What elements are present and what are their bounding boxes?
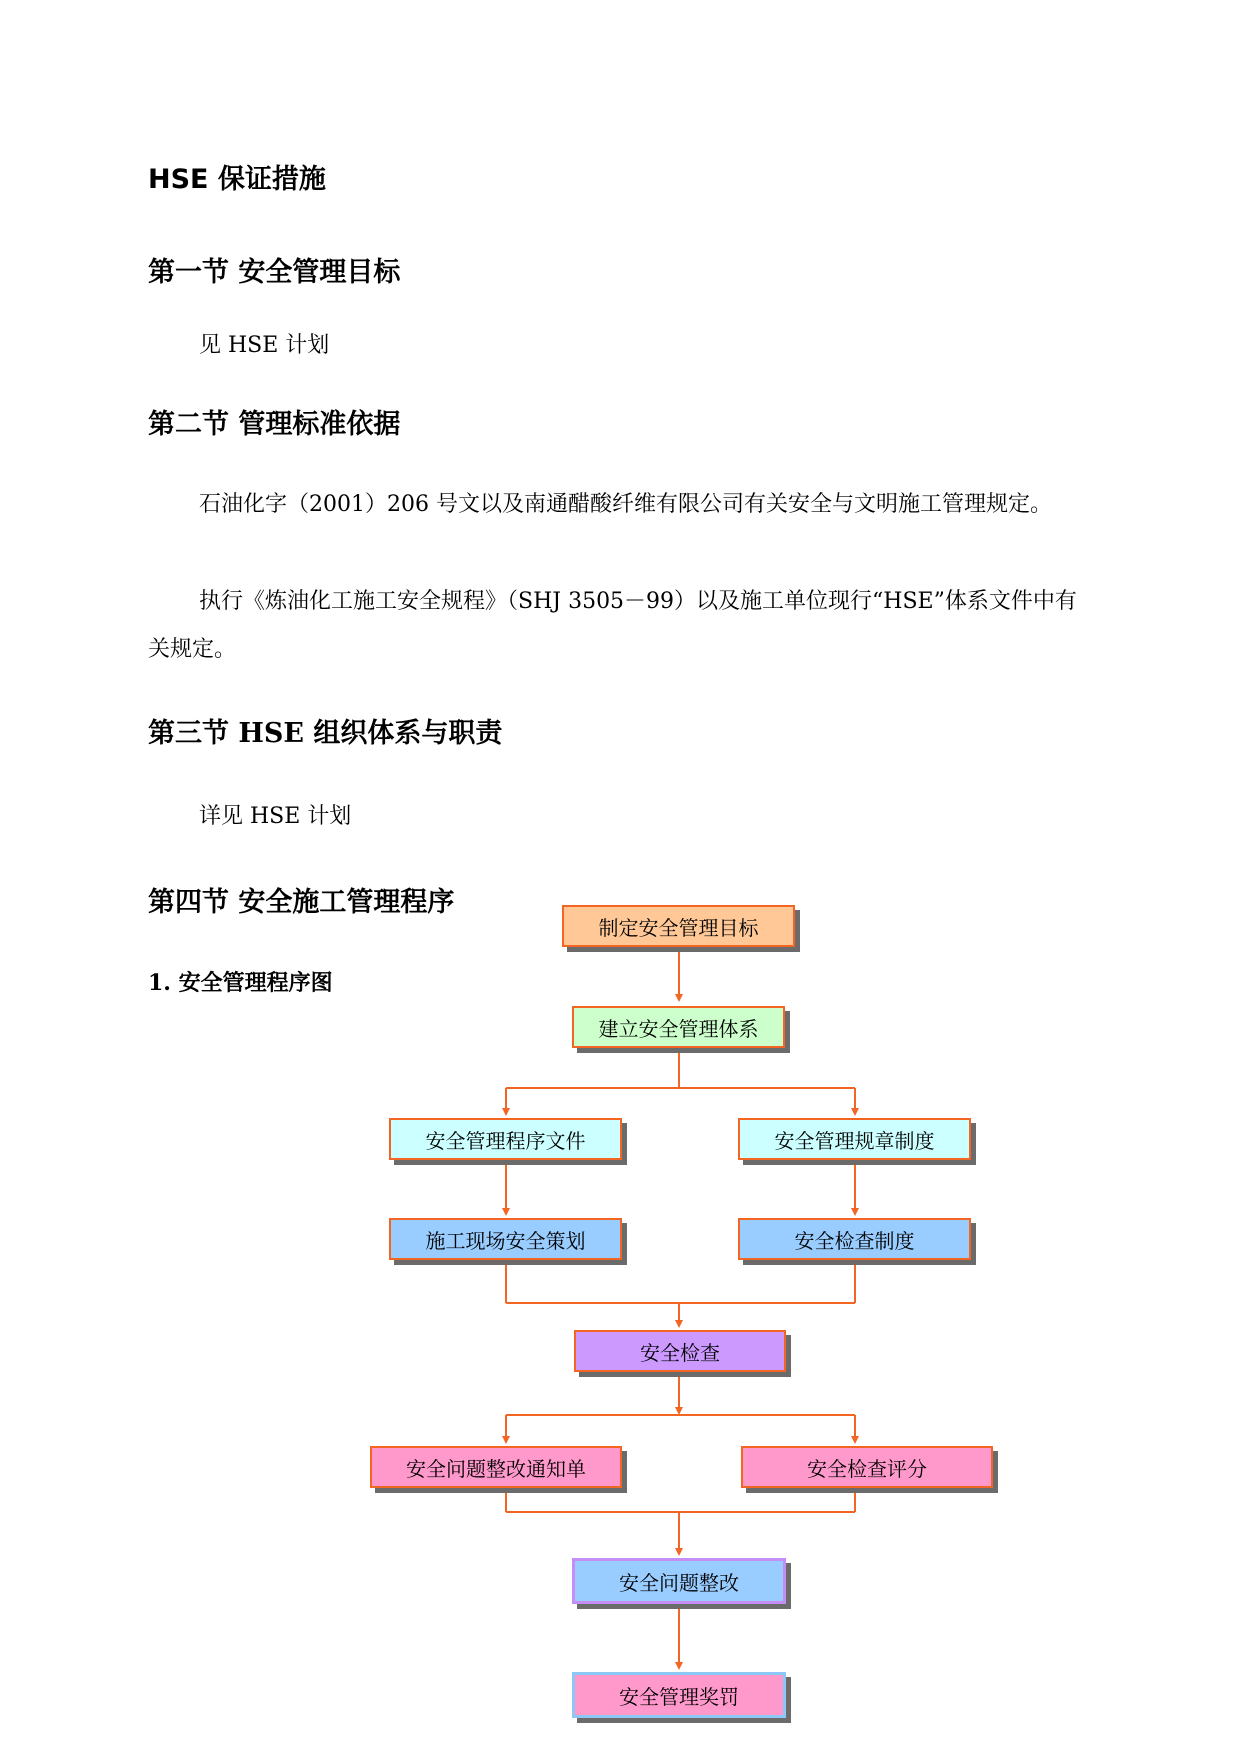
flow-node-safety-rectification: 安全问题整改 bbox=[572, 1558, 786, 1604]
section1-heading: 第一节 安全管理目标 bbox=[148, 257, 401, 288]
flow-node-safety-inspection: 安全检查 bbox=[574, 1330, 786, 1372]
section2-heading: 第二节 管理标准依据 bbox=[148, 409, 401, 440]
flow-node-rewards-penalties: 安全管理奖罚 bbox=[572, 1672, 786, 1718]
section1-body: 见 HSE 计划 bbox=[199, 333, 330, 358]
flow-node-safety-inspection-system: 安全检查制度 bbox=[738, 1218, 971, 1260]
flow-node-rectification-notice: 安全问题整改通知单 bbox=[370, 1446, 622, 1488]
section3-heading: 第三节 HSE 组织体系与职责 bbox=[148, 718, 503, 749]
flow-node-set-safety-goals: 制定安全管理目标 bbox=[562, 905, 795, 947]
section3-body: 详见 HSE 计划 bbox=[199, 804, 352, 829]
flow-node-inspection-scoring: 安全检查评分 bbox=[741, 1446, 993, 1488]
section2-para1: 石油化字（2001）206 号文以及南通醋酸纤维有限公司有关安全与文明施工管理规定。 bbox=[199, 492, 1052, 517]
section4-heading: 第四节 安全施工管理程序 bbox=[148, 887, 455, 918]
flow-node-safety-procedure-docs: 安全管理程序文件 bbox=[389, 1118, 622, 1160]
document-title: HSE 保证措施 bbox=[148, 164, 326, 195]
flow-node-safety-regulations: 安全管理规章制度 bbox=[738, 1118, 971, 1160]
section2-para2: 执行《炼油化工施工安全规程》（SHJ 3505－99）以及施工单位现行“HSE”体系文件中有关规定。 bbox=[148, 589, 1077, 662]
section4-subheading: 1. 安全管理程序图 bbox=[148, 970, 333, 996]
flow-node-establish-safety-system: 建立安全管理体系 bbox=[572, 1006, 785, 1048]
flow-node-site-safety-planning: 施工现场安全策划 bbox=[389, 1218, 622, 1260]
